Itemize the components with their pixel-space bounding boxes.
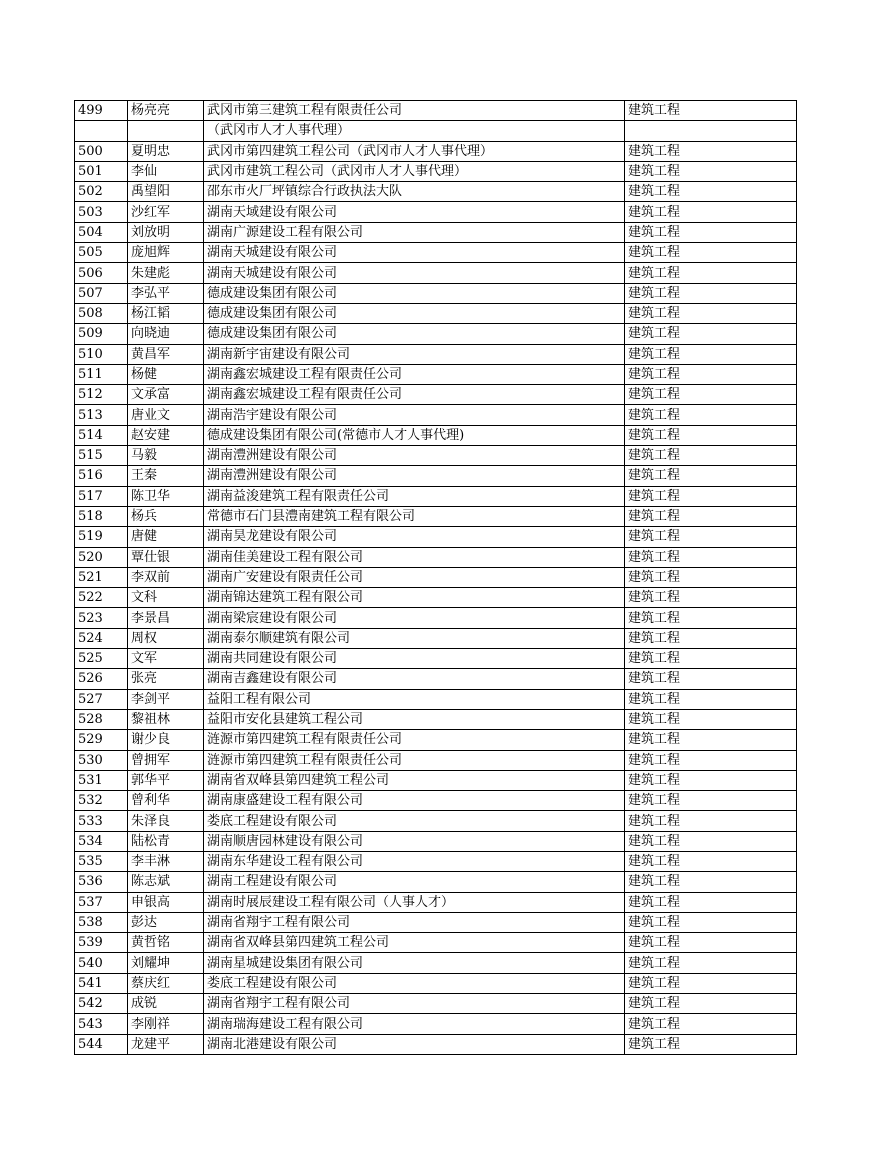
table-row bbox=[75, 364, 797, 384]
person-name-cell: 郭华平 bbox=[128, 770, 204, 790]
person-name-cell: 马毅 bbox=[128, 446, 204, 466]
category-cell: 建筑工程 bbox=[625, 933, 797, 953]
table-row bbox=[75, 933, 797, 953]
organization-cell: 湖南省双峰县第四建筑工程公司 bbox=[204, 770, 625, 790]
category-cell: 建筑工程 bbox=[625, 851, 797, 871]
table-row bbox=[75, 324, 797, 344]
organization-cell: 湖南广源建设工程有限公司 bbox=[204, 222, 625, 242]
row-number-cell: 544 bbox=[75, 1034, 128, 1054]
row-number-cell: 502 bbox=[75, 182, 128, 202]
table-row bbox=[75, 263, 797, 283]
organization-cell: 湖南鑫宏城建设工程有限责任公司 bbox=[204, 385, 625, 405]
row-number-cell: 533 bbox=[75, 811, 128, 831]
table-row bbox=[75, 791, 797, 811]
person-name-cell: 唐业文 bbox=[128, 405, 204, 425]
category-cell: 建筑工程 bbox=[625, 161, 797, 181]
organization-cell: 德成建设集团有限公司 bbox=[204, 303, 625, 323]
person-name-cell: 黎祖林 bbox=[128, 709, 204, 729]
organization-cell: 湖南新宇宙建设有限公司 bbox=[204, 344, 625, 364]
table-row bbox=[75, 649, 797, 669]
table-row bbox=[75, 851, 797, 871]
row-number-cell: 508 bbox=[75, 303, 128, 323]
person-name-cell: 周权 bbox=[128, 628, 204, 648]
person-name-cell: 王秦 bbox=[128, 466, 204, 486]
table-row bbox=[75, 892, 797, 912]
row-number-cell: 529 bbox=[75, 730, 128, 750]
table-row bbox=[75, 243, 797, 263]
category-cell: 建筑工程 bbox=[625, 953, 797, 973]
category-cell: 建筑工程 bbox=[625, 547, 797, 567]
organization-cell: 湖南泰尔顺建筑有限公司 bbox=[204, 628, 625, 648]
row-number-cell: 503 bbox=[75, 202, 128, 222]
person-name-cell: 申银高 bbox=[128, 892, 204, 912]
category-cell: 建筑工程 bbox=[625, 730, 797, 750]
row-number-cell: 539 bbox=[75, 933, 128, 953]
category-cell: 建筑工程 bbox=[625, 344, 797, 364]
category-cell: 建筑工程 bbox=[625, 466, 797, 486]
category-cell: 建筑工程 bbox=[625, 994, 797, 1014]
organization-cell: 湖南共同建设有限公司 bbox=[204, 649, 625, 669]
category-cell: 建筑工程 bbox=[625, 324, 797, 344]
person-name-cell: 向晓迪 bbox=[128, 324, 204, 344]
table-row bbox=[75, 121, 797, 141]
category-cell: 建筑工程 bbox=[625, 486, 797, 506]
category-cell: 建筑工程 bbox=[625, 872, 797, 892]
row-number-cell bbox=[75, 121, 128, 141]
person-name-cell: 李仙 bbox=[128, 161, 204, 181]
category-cell: 建筑工程 bbox=[625, 1034, 797, 1054]
category-cell: 建筑工程 bbox=[625, 831, 797, 851]
row-number-cell: 506 bbox=[75, 263, 128, 283]
table-row bbox=[75, 973, 797, 993]
table-row bbox=[75, 750, 797, 770]
person-name-cell bbox=[128, 121, 204, 141]
table-row bbox=[75, 222, 797, 242]
category-cell: 建筑工程 bbox=[625, 689, 797, 709]
organization-cell: 德成建设集团有限公司 bbox=[204, 324, 625, 344]
organization-cell: 德成建设集团有限公司 bbox=[204, 283, 625, 303]
person-name-cell: 庞旭辉 bbox=[128, 243, 204, 263]
category-cell: 建筑工程 bbox=[625, 364, 797, 384]
category-cell: 建筑工程 bbox=[625, 263, 797, 283]
organization-cell: 湖南顺唐园林建设有限公司 bbox=[204, 831, 625, 851]
row-number-cell: 543 bbox=[75, 1014, 128, 1034]
person-name-cell: 陈卫华 bbox=[128, 486, 204, 506]
category-cell: 建筑工程 bbox=[625, 506, 797, 526]
person-name-cell: 彭达 bbox=[128, 912, 204, 932]
person-name-cell: 朱建彪 bbox=[128, 263, 204, 283]
category-cell: 建筑工程 bbox=[625, 385, 797, 405]
row-number-cell: 522 bbox=[75, 588, 128, 608]
organization-cell: （武冈市人才人事代理） bbox=[204, 121, 625, 141]
row-number-cell: 500 bbox=[75, 141, 128, 161]
row-number-cell: 513 bbox=[75, 405, 128, 425]
table-row bbox=[75, 446, 797, 466]
row-number-cell: 515 bbox=[75, 446, 128, 466]
table-row bbox=[75, 161, 797, 181]
row-number-cell: 534 bbox=[75, 831, 128, 851]
category-cell bbox=[625, 121, 797, 141]
table-row bbox=[75, 344, 797, 364]
organization-cell: 湖南吉鑫建设有限公司 bbox=[204, 669, 625, 689]
person-name-cell: 蔡庆红 bbox=[128, 973, 204, 993]
category-cell: 建筑工程 bbox=[625, 446, 797, 466]
table-row bbox=[75, 141, 797, 161]
organization-cell: 湖南益浚建筑工程有限责任公司 bbox=[204, 486, 625, 506]
person-name-cell: 李景昌 bbox=[128, 608, 204, 628]
row-number-cell: 535 bbox=[75, 851, 128, 871]
row-number-cell: 528 bbox=[75, 709, 128, 729]
table-row bbox=[75, 953, 797, 973]
table-row bbox=[75, 1014, 797, 1034]
category-cell: 建筑工程 bbox=[625, 283, 797, 303]
table-row bbox=[75, 1034, 797, 1054]
row-number-cell: 532 bbox=[75, 791, 128, 811]
category-cell: 建筑工程 bbox=[625, 243, 797, 263]
table-row bbox=[75, 466, 797, 486]
person-name-cell: 文军 bbox=[128, 649, 204, 669]
row-number-cell: 521 bbox=[75, 567, 128, 587]
organization-cell: 德成建设集团有限公司(常德市人才人事代理) bbox=[204, 425, 625, 445]
organization-cell: 湖南澧洲建设有限公司 bbox=[204, 446, 625, 466]
row-number-cell: 499 bbox=[75, 101, 128, 121]
person-name-cell: 李刚祥 bbox=[128, 1014, 204, 1034]
category-cell: 建筑工程 bbox=[625, 770, 797, 790]
table-row bbox=[75, 994, 797, 1014]
table-row bbox=[75, 709, 797, 729]
organization-cell: 湖南瑞海建设工程有限公司 bbox=[204, 1014, 625, 1034]
category-cell: 建筑工程 bbox=[625, 912, 797, 932]
category-cell: 建筑工程 bbox=[625, 649, 797, 669]
category-cell: 建筑工程 bbox=[625, 425, 797, 445]
roster-table-body bbox=[75, 101, 797, 1055]
row-number-cell: 530 bbox=[75, 750, 128, 770]
category-cell: 建筑工程 bbox=[625, 202, 797, 222]
row-number-cell: 524 bbox=[75, 628, 128, 648]
roster-table bbox=[74, 100, 797, 1055]
table-row bbox=[75, 283, 797, 303]
category-cell: 建筑工程 bbox=[625, 608, 797, 628]
organization-cell: 湖南鑫宏城建设工程有限责任公司 bbox=[204, 364, 625, 384]
row-number-cell: 518 bbox=[75, 506, 128, 526]
row-number-cell: 505 bbox=[75, 243, 128, 263]
table-row bbox=[75, 588, 797, 608]
table-row bbox=[75, 608, 797, 628]
person-name-cell: 李弘平 bbox=[128, 283, 204, 303]
person-name-cell: 夏明忠 bbox=[128, 141, 204, 161]
row-number-cell: 507 bbox=[75, 283, 128, 303]
organization-cell: 湖南天城建设有限公司 bbox=[204, 243, 625, 263]
person-name-cell: 杨亮亮 bbox=[128, 101, 204, 121]
person-name-cell: 刘耀坤 bbox=[128, 953, 204, 973]
category-cell: 建筑工程 bbox=[625, 141, 797, 161]
table-row bbox=[75, 547, 797, 567]
row-number-cell: 538 bbox=[75, 912, 128, 932]
row-number-cell: 527 bbox=[75, 689, 128, 709]
row-number-cell: 523 bbox=[75, 608, 128, 628]
category-cell: 建筑工程 bbox=[625, 811, 797, 831]
table-row bbox=[75, 831, 797, 851]
organization-cell: 武冈市第四建筑工程公司（武冈市人才人事代理） bbox=[204, 141, 625, 161]
table-row bbox=[75, 811, 797, 831]
category-cell: 建筑工程 bbox=[625, 588, 797, 608]
person-name-cell: 朱泽良 bbox=[128, 811, 204, 831]
category-cell: 建筑工程 bbox=[625, 303, 797, 323]
organization-cell: 湖南省翔宇工程有限公司 bbox=[204, 912, 625, 932]
category-cell: 建筑工程 bbox=[625, 973, 797, 993]
organization-cell: 湖南广安建设有限责任公司 bbox=[204, 567, 625, 587]
row-number-cell: 517 bbox=[75, 486, 128, 506]
person-name-cell: 曾利华 bbox=[128, 791, 204, 811]
row-number-cell: 510 bbox=[75, 344, 128, 364]
category-cell: 建筑工程 bbox=[625, 405, 797, 425]
row-number-cell: 542 bbox=[75, 994, 128, 1014]
person-name-cell: 李丰淋 bbox=[128, 851, 204, 871]
organization-cell: 湖南康盛建设工程有限公司 bbox=[204, 791, 625, 811]
table-row bbox=[75, 303, 797, 323]
category-cell: 建筑工程 bbox=[625, 222, 797, 242]
row-number-cell: 520 bbox=[75, 547, 128, 567]
person-name-cell: 唐健 bbox=[128, 527, 204, 547]
row-number-cell: 501 bbox=[75, 161, 128, 181]
row-number-cell: 514 bbox=[75, 425, 128, 445]
organization-cell: 武冈市第三建筑工程有限责任公司 bbox=[204, 101, 625, 121]
organization-cell: 湖南梁宸建设有限公司 bbox=[204, 608, 625, 628]
person-name-cell: 黄昌军 bbox=[128, 344, 204, 364]
person-name-cell: 黄哲铭 bbox=[128, 933, 204, 953]
category-cell: 建筑工程 bbox=[625, 628, 797, 648]
person-name-cell: 曾拥军 bbox=[128, 750, 204, 770]
organization-cell: 涟源市第四建筑工程有限责任公司 bbox=[204, 730, 625, 750]
organization-cell: 益阳市安化县建筑工程公司 bbox=[204, 709, 625, 729]
row-number-cell: 540 bbox=[75, 953, 128, 973]
organization-cell: 湖南澧洲建设有限公司 bbox=[204, 466, 625, 486]
row-number-cell: 509 bbox=[75, 324, 128, 344]
row-number-cell: 516 bbox=[75, 466, 128, 486]
person-name-cell: 文科 bbox=[128, 588, 204, 608]
table-row bbox=[75, 202, 797, 222]
category-cell: 建筑工程 bbox=[625, 1014, 797, 1034]
table-row bbox=[75, 101, 797, 121]
table-row bbox=[75, 527, 797, 547]
person-name-cell: 文承富 bbox=[128, 385, 204, 405]
table-row bbox=[75, 872, 797, 892]
row-number-cell: 511 bbox=[75, 364, 128, 384]
organization-cell: 娄底工程建设有限公司 bbox=[204, 811, 625, 831]
table-row bbox=[75, 182, 797, 202]
row-number-cell: 536 bbox=[75, 872, 128, 892]
organization-cell: 湖南省双峰县第四建筑工程公司 bbox=[204, 933, 625, 953]
organization-cell: 邵东市火厂坪镇综合行政执法大队 bbox=[204, 182, 625, 202]
person-name-cell: 刘放明 bbox=[128, 222, 204, 242]
organization-cell: 湖南时展辰建设工程有限公司（人事人才） bbox=[204, 892, 625, 912]
organization-cell: 湖南浩宇建设有限公司 bbox=[204, 405, 625, 425]
person-name-cell: 谢少良 bbox=[128, 730, 204, 750]
table-row bbox=[75, 912, 797, 932]
category-cell: 建筑工程 bbox=[625, 709, 797, 729]
person-name-cell: 禹望阳 bbox=[128, 182, 204, 202]
organization-cell: 武冈市建筑工程公司（武冈市人才人事代理） bbox=[204, 161, 625, 181]
person-name-cell: 李剑平 bbox=[128, 689, 204, 709]
category-cell: 建筑工程 bbox=[625, 101, 797, 121]
category-cell: 建筑工程 bbox=[625, 669, 797, 689]
organization-cell: 湖南佳美建设工程有限公司 bbox=[204, 547, 625, 567]
person-name-cell: 杨健 bbox=[128, 364, 204, 384]
row-number-cell: 525 bbox=[75, 649, 128, 669]
person-name-cell: 覃仕银 bbox=[128, 547, 204, 567]
organization-cell: 常德市石门县澧南建筑工程有限公司 bbox=[204, 506, 625, 526]
table-row bbox=[75, 689, 797, 709]
row-number-cell: 531 bbox=[75, 770, 128, 790]
organization-cell: 湖南天城建设有限公司 bbox=[204, 263, 625, 283]
category-cell: 建筑工程 bbox=[625, 791, 797, 811]
person-name-cell: 龙建平 bbox=[128, 1034, 204, 1054]
organization-cell: 湖南东华建设工程有限公司 bbox=[204, 851, 625, 871]
table-row bbox=[75, 425, 797, 445]
table-row bbox=[75, 486, 797, 506]
person-name-cell: 陈志斌 bbox=[128, 872, 204, 892]
organization-cell: 涟源市第四建筑工程有限责任公司 bbox=[204, 750, 625, 770]
row-number-cell: 504 bbox=[75, 222, 128, 242]
table-row bbox=[75, 385, 797, 405]
table-row bbox=[75, 770, 797, 790]
person-name-cell: 赵安建 bbox=[128, 425, 204, 445]
row-number-cell: 541 bbox=[75, 973, 128, 993]
category-cell: 建筑工程 bbox=[625, 527, 797, 547]
table-row bbox=[75, 628, 797, 648]
row-number-cell: 512 bbox=[75, 385, 128, 405]
table-row bbox=[75, 669, 797, 689]
table-row bbox=[75, 405, 797, 425]
organization-cell: 湖南工程建设有限公司 bbox=[204, 872, 625, 892]
row-number-cell: 537 bbox=[75, 892, 128, 912]
organization-cell: 湖南北港建设有限公司 bbox=[204, 1034, 625, 1054]
row-number-cell: 519 bbox=[75, 527, 128, 547]
table-row bbox=[75, 567, 797, 587]
category-cell: 建筑工程 bbox=[625, 892, 797, 912]
organization-cell: 湖南昊龙建设有限公司 bbox=[204, 527, 625, 547]
person-name-cell: 沙红军 bbox=[128, 202, 204, 222]
table-row bbox=[75, 506, 797, 526]
person-name-cell: 成锐 bbox=[128, 994, 204, 1014]
table-row bbox=[75, 730, 797, 750]
category-cell: 建筑工程 bbox=[625, 750, 797, 770]
row-number-cell: 526 bbox=[75, 669, 128, 689]
category-cell: 建筑工程 bbox=[625, 182, 797, 202]
organization-cell: 益阳工程有限公司 bbox=[204, 689, 625, 709]
person-name-cell: 杨兵 bbox=[128, 506, 204, 526]
person-name-cell: 杨江韬 bbox=[128, 303, 204, 323]
organization-cell: 湖南省翔宇工程有限公司 bbox=[204, 994, 625, 1014]
organization-cell: 湖南星城建设集团有限公司 bbox=[204, 953, 625, 973]
person-name-cell: 张亮 bbox=[128, 669, 204, 689]
organization-cell: 湖南天域建设有限公司 bbox=[204, 202, 625, 222]
person-name-cell: 李双前 bbox=[128, 567, 204, 587]
category-cell: 建筑工程 bbox=[625, 567, 797, 587]
person-name-cell: 陆松青 bbox=[128, 831, 204, 851]
organization-cell: 娄底工程建设有限公司 bbox=[204, 973, 625, 993]
organization-cell: 湖南锦达建筑工程有限公司 bbox=[204, 588, 625, 608]
